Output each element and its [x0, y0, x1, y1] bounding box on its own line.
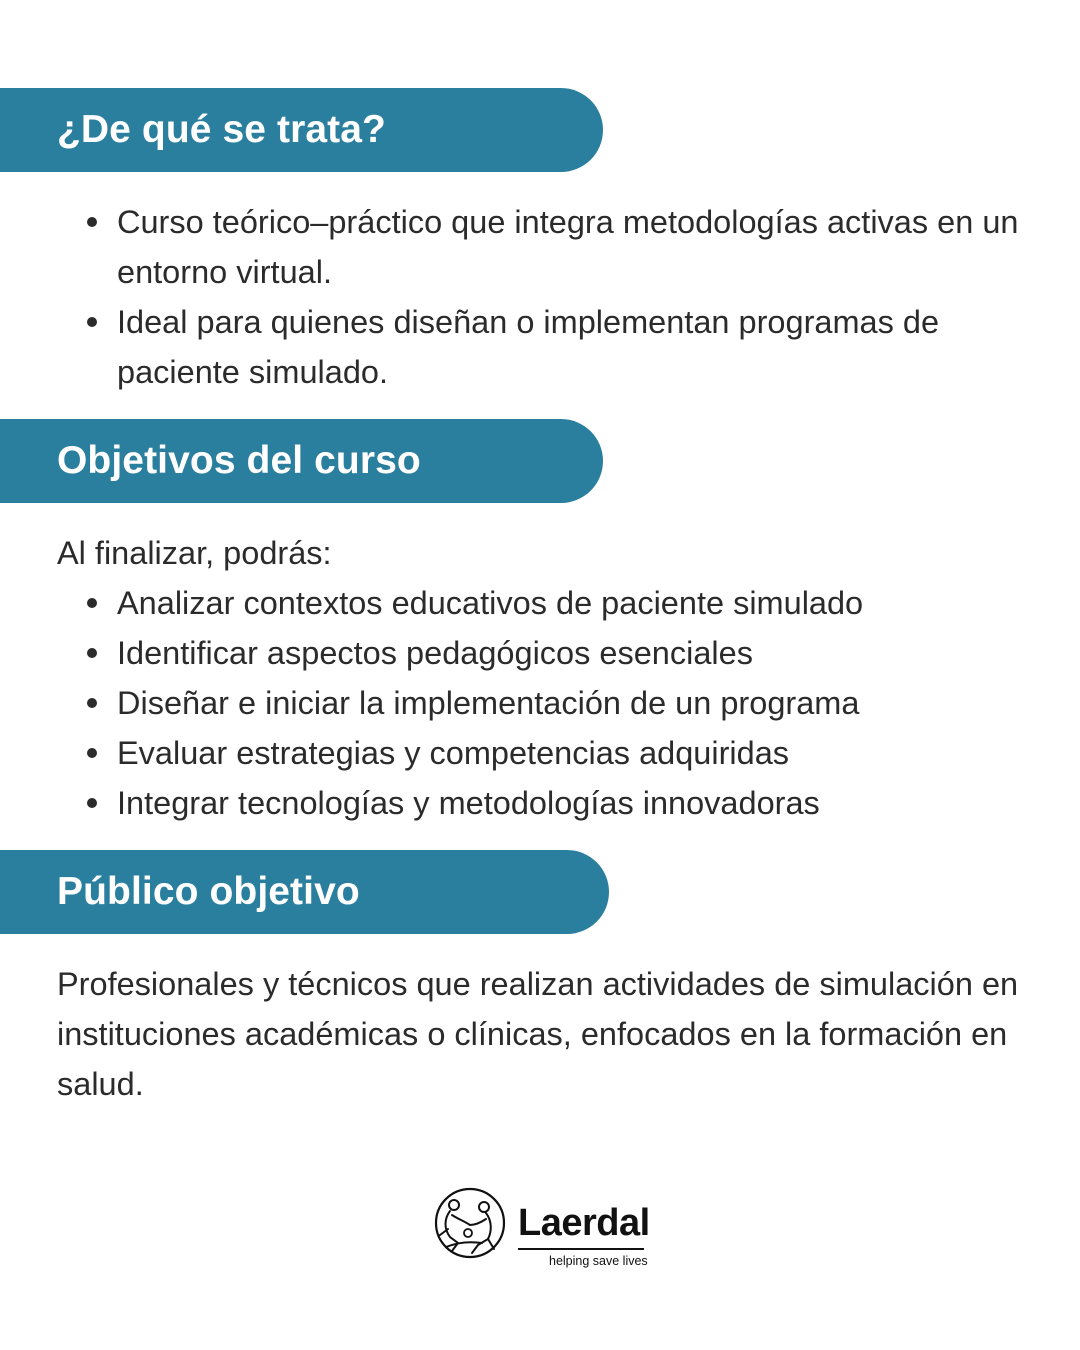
- laerdal-figures-logo-icon: [432, 1185, 512, 1265]
- section-header-audience: [0, 850, 609, 934]
- section-body-objectives: [57, 528, 1020, 828]
- logo-wordmark: Laerdal: [518, 1202, 650, 1244]
- list-item: Curso teórico–práctico que integra metodologías activas en un entorno virtual.: [57, 197, 1020, 297]
- logo-divider: [518, 1248, 644, 1250]
- objectives-intro: Al finalizar, podrás:: [57, 535, 332, 571]
- section-header-about: [0, 88, 603, 172]
- section-body-audience: [57, 959, 1020, 1109]
- list-item: Integrar tecnologías y metodologías innovadoras: [57, 778, 1020, 828]
- section-header-objectives: [0, 419, 603, 503]
- list-item: Diseñar e iniciar la implementación de un programa: [57, 678, 1020, 728]
- section-title-objectives: Objetivos del curso: [57, 439, 421, 482]
- section-body-about: [57, 197, 1020, 397]
- section-title-about: ¿De qué se trata?: [57, 108, 386, 151]
- list-item: Identificar aspectos pedagógicos esenciales: [57, 628, 1020, 678]
- logo-tagline: helping save lives: [549, 1254, 648, 1268]
- objectives-bullet-list: [57, 578, 1020, 828]
- audience-text: Profesionales y técnicos que realizan actividades de simulación en instituciones académicas o clínicas, enfocados en la formación en salud.: [57, 966, 1019, 1102]
- section-title-audience: Público objetivo: [57, 870, 360, 913]
- list-item: Ideal para quienes diseñan o implementan programas de paciente simulado.: [57, 297, 1020, 397]
- list-item: Evaluar estrategias y competencias adquiridas: [57, 728, 1020, 778]
- laerdal-logo: [432, 1185, 652, 1275]
- list-item: Analizar contextos educativos de paciente simulado: [57, 578, 1020, 628]
- about-bullet-list: [57, 197, 1020, 397]
